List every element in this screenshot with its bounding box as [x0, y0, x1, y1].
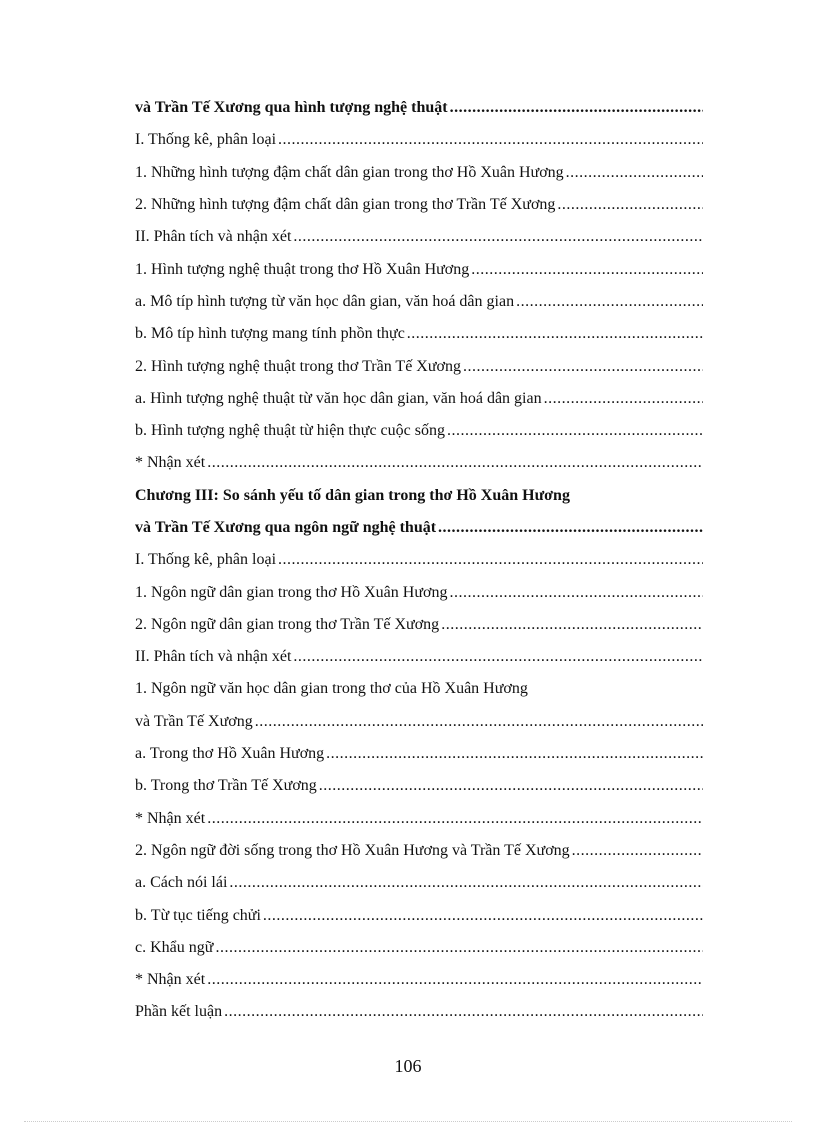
toc-leader-dots [557, 196, 703, 214]
toc-entry [135, 964, 703, 996]
toc-leader-dots [207, 810, 703, 828]
toc-entry [135, 157, 703, 189]
toc-leader-dots [450, 99, 703, 117]
toc-leader-dots [255, 713, 703, 731]
toc-entry-text: 2. Ngôn ngữ dân gian trong thơ Trần Tế Xương [135, 615, 440, 633]
toc-entry [135, 92, 703, 124]
toc-entry [135, 124, 703, 156]
toc-entry-text: b. Từ tục tiếng chửi [135, 906, 261, 924]
toc-entry [135, 770, 703, 802]
toc-entry-text: a. Cách nói lái [135, 874, 228, 892]
toc-entry-text: 1. Ngôn ngữ văn học dân gian trong thơ của Hồ Xuân Hương [135, 680, 528, 698]
toc-leader-dots [224, 1003, 703, 1021]
toc-leader-dots [293, 228, 703, 246]
toc-entry-text: 1. Hình tượng nghệ thuật trong thơ Hồ Xuân Hương [135, 260, 470, 278]
toc-entry [135, 609, 703, 641]
page-bottom-divider [24, 1121, 792, 1122]
toc-entry-text: * Nhận xét [135, 971, 206, 989]
toc-entry-text: Phần kết luận [135, 1003, 223, 1021]
toc-entry-text: 1. Những hình tượng đậm chất dân gian trong thơ Hồ Xuân Hương [135, 163, 564, 181]
toc-entry [135, 383, 703, 415]
toc-leader-dots [544, 390, 703, 408]
toc-entry [135, 867, 703, 899]
toc-leader-dots [566, 164, 703, 182]
toc-entry [135, 673, 703, 705]
toc-leader-dots [263, 907, 703, 925]
toc-entry-text: và Trần Tế Xương qua hình tượng nghệ thuật [135, 99, 448, 117]
toc-entry [135, 899, 703, 931]
toc-entry-text: I. Thống kê, phân loại [135, 131, 277, 149]
toc-entry [135, 576, 703, 608]
toc-entry-text: * Nhận xét [135, 809, 206, 827]
toc-entry-text: Chương III: So sánh yếu tố dân gian trong thơ Hồ Xuân Hương [135, 486, 570, 504]
toc-leader-dots [471, 261, 703, 279]
toc-leader-dots [207, 971, 703, 989]
toc-entry-text: * Nhận xét [135, 454, 206, 472]
toc-leader-dots [207, 454, 703, 472]
toc-entry-text: a. Mô típ hình tượng từ văn học dân gian, văn hoá dân gian [135, 292, 515, 310]
toc-entry-text: và Trần Tế Xương qua ngôn ngữ nghệ thuật [135, 519, 437, 536]
toc-entry [135, 706, 703, 738]
toc-leader-dots [326, 745, 703, 763]
toc-entry-text: 2. Hình tượng nghệ thuật trong thơ Trần Tế Xương [135, 357, 461, 375]
toc-entry [135, 350, 703, 382]
toc-entry-text: a. Trong thơ Hồ Xuân Hương [135, 745, 325, 763]
toc-entry [135, 803, 703, 835]
toc-entry [135, 996, 703, 1028]
table-of-contents [135, 92, 703, 1029]
toc-entry [135, 512, 703, 544]
toc-entry [135, 253, 703, 285]
toc-leader-dots [447, 422, 703, 440]
toc-entry [135, 286, 703, 318]
toc-leader-dots [278, 551, 703, 569]
toc-entry-text: 1. Ngôn ngữ dân gian trong thơ Hồ Xuân Hương [135, 583, 448, 601]
toc-entry [135, 835, 703, 867]
toc-entry [135, 189, 703, 221]
toc-entry-text: II. Phân tích và nhận xét [135, 648, 292, 666]
toc-entry [135, 447, 703, 479]
toc-entry [135, 221, 703, 253]
toc-leader-dots [572, 842, 703, 860]
toc-entry [135, 415, 703, 447]
toc-leader-dots [407, 325, 703, 343]
toc-leader-dots [278, 131, 703, 149]
toc-entry-text: c. Khẩu ngữ [135, 938, 214, 956]
toc-leader-dots [319, 777, 703, 795]
toc-chapter-heading [135, 480, 703, 512]
toc-entry-text: b. Hình tượng nghệ thuật từ hiện thực cuộc sống [135, 422, 445, 440]
toc-entry-text: I. Thống kê, phân loại [135, 551, 277, 569]
toc-entry [135, 641, 703, 673]
toc-entry-text: b. Mô típ hình tượng mang tính phồn thực [135, 325, 405, 343]
toc-leader-dots [441, 616, 703, 634]
toc-leader-dots [215, 939, 703, 957]
toc-leader-dots [438, 519, 703, 537]
toc-entry-text: II. Phân tích và nhận xét [135, 228, 292, 246]
toc-entry-text: a. Hình tượng nghệ thuật từ văn học dân gian, văn hoá dân gian [135, 389, 542, 407]
toc-leader-dots [516, 293, 703, 311]
toc-leader-dots [229, 874, 703, 892]
toc-leader-dots [463, 358, 703, 376]
toc-leader-dots [293, 648, 703, 666]
toc-leader-dots [449, 584, 703, 602]
toc-entry-text: b. Trong thơ Trần Tế Xương [135, 777, 317, 795]
toc-entry [135, 544, 703, 576]
toc-entry-text: 2. Những hình tượng đậm chất dân gian trong thơ Trần Tế Xương [135, 196, 556, 214]
toc-entry [135, 318, 703, 350]
toc-entry [135, 932, 703, 964]
page-number: 106 [394, 1056, 422, 1076]
toc-entry-text: và Trần Tế Xương [135, 712, 253, 730]
toc-entry [135, 738, 703, 770]
toc-entry-text: 2. Ngôn ngữ đời sống trong thơ Hồ Xuân Hương và Trần Tế Xương [135, 841, 570, 859]
